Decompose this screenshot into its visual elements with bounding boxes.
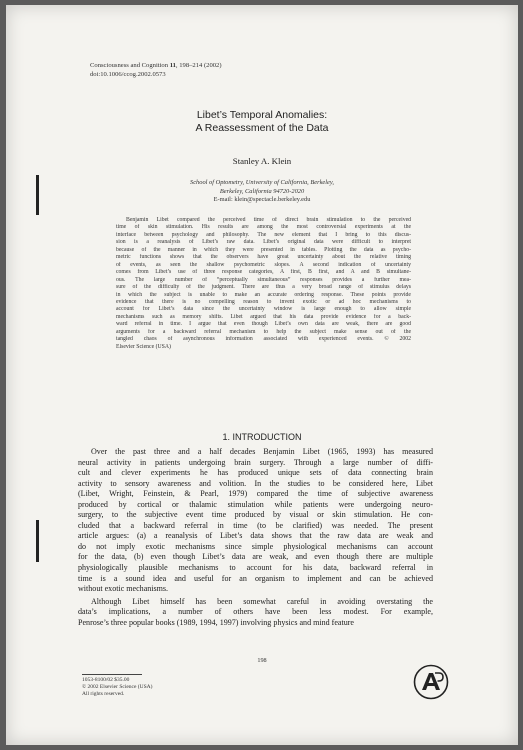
affiliation-line: School of Optometry, University of California, Berkeley,: [190, 179, 334, 186]
footer-line: © 2002 Elsevier Science (USA): [82, 683, 153, 690]
title-line: Libet’s Temporal Anomalies:: [196, 109, 328, 121]
title-line: A Reassessment of the Data: [195, 122, 329, 134]
text-line: Although Libet himself has been somewhat careful in avoiding overstating the: [91, 596, 433, 606]
margin-mark: [36, 520, 39, 562]
text-line: Benjamin Libet compared the perceived time of direct brain stimulation to the perceived: [126, 217, 411, 223]
text-line: mechanisms such as memory shifts. Libet argued that his data provide evidence for a back-: [116, 313, 411, 320]
text-line: arguments for a backward referral mechanism to help the subject make sense out of the: [116, 328, 411, 335]
text-line: do not imply exotic mechanisms since simple physiological mechanisms can account: [78, 541, 433, 551]
text-line: data’s implications, a number of others have been less modest. For example,: [78, 607, 433, 617]
text-line: because of the manner in which they were presented in tables. Plotting the data as psycho-: [116, 246, 411, 253]
text-line: of events, as seen the shallow psychometric slopes. A second indication of uncertainty: [116, 261, 411, 268]
text-line: time of skin stimulation. His results are among the most controversial experiments at the: [116, 224, 411, 231]
footer-rule: [82, 674, 142, 675]
body-text: [78, 447, 433, 629]
affiliation: [6, 179, 518, 205]
abstract: [116, 217, 411, 351]
text-line: cluded that a backward referral in time (to be clarified) was needed. The present: [78, 520, 433, 530]
paragraph: [78, 597, 433, 629]
journal-header: [90, 61, 222, 79]
journal-name: Consciousness and Cognition: [90, 62, 169, 69]
text-line: in which the subject is unable to make an accurate ordering response. These points provide: [116, 291, 411, 298]
text-line: sure of the difficulty of the judgment. There are thus a very broad range of stimulus delays: [116, 284, 411, 291]
text-line: article argues: (a) a reanalysis of Libet’s data shows that the raw data are weak and: [78, 531, 433, 541]
text-line: without exotic mechanisms.: [78, 584, 169, 594]
text-line: physiologically plausible mechanisms to account for his data, backward referral in: [78, 563, 433, 573]
text-line: cult and clever experiments he has produced unique sets of data connecting brain: [78, 468, 433, 478]
journal-citation: [90, 61, 222, 70]
footer-line: 1053-8100/02 $35.00: [82, 676, 130, 683]
publisher-logo-icon: [413, 664, 449, 700]
text-line: Over the past three and a half decades Benjamin Libet (1965, 1993) has measured: [91, 447, 433, 456]
text-line: metric functions shows that the observers have great uncertainty about the relative timing: [116, 254, 411, 261]
text-line: interface between psychology and philosophy. The new element that I bring to this discus-: [116, 231, 411, 238]
paper-title: [6, 109, 518, 135]
text-line: activity to sensory awareness and volition. In the studies to be considered here, Libet: [78, 478, 433, 488]
text-line: surgery, to the subjective event time produced by visual or skin stimulation. He con-: [78, 510, 433, 520]
footer-line: All rights reserved.: [82, 690, 125, 697]
journal-doi: doi:10.1006/ccog.2002.0573: [90, 71, 166, 78]
text-line: Elsevier Science (USA): [116, 343, 171, 350]
author-email: E-mail: klein@spectacle.berkeley.edu: [213, 196, 311, 204]
text-line: for the data, (b) even though Libet’s data are weak, and even though there are multiple: [78, 552, 433, 562]
text-line: evidence that there is no compelling reason to invent exotic or ad hoc mechanisms to: [116, 298, 411, 305]
text-line: tangled chaos of asynchronous information associated with experienced events. © 2002: [116, 336, 411, 343]
text-line: neural activity in patients undergoing brain surgery. Through a large number of diffi-: [78, 457, 433, 467]
text-line: comes from Libet’s use of three response categories, A first, B first, and A and B simultane-: [116, 269, 411, 276]
author-name: Stanley A. Klein: [232, 156, 292, 166]
paper-page: [6, 5, 518, 745]
text-line: sion is a reanalysis of Libet’s raw data. Libet’s original data were difficult to interpret: [116, 239, 411, 246]
copyright-footer: [82, 674, 152, 698]
section-heading: 1. INTRODUCTION: [222, 432, 302, 442]
affiliation-line: Berkeley, California 94720-2020: [219, 187, 305, 195]
text-line: produced by cortical or thalamic stimulation while patients were undergoing neuro-: [78, 499, 433, 509]
text-line: time is a sound idea and useful for an organism to implement and can be achieved: [78, 573, 433, 583]
page-number: 198: [257, 657, 267, 664]
text-line: ous. The large number of “perceptually simultaneous” responses provides a further mea-: [116, 276, 411, 283]
text-line: (Libet, Wright, Feinstein, & Pearl, 1979) compared the time of subjective awareness: [78, 489, 433, 499]
journal-volume: 11: [169, 62, 176, 69]
text-line: account for Libet’s data since the uncertainty window is large enough to allow simple: [116, 306, 411, 313]
journal-pages: , 198–214 (2002): [175, 62, 222, 69]
text-line: Penrose’s three popular books (1989, 1994, 1997) involving physics and mind feature: [78, 617, 355, 627]
text-line: ward referral in time. I argue that even though Libet’s own data are weak, there are good: [116, 321, 411, 328]
paragraph: [78, 447, 433, 595]
